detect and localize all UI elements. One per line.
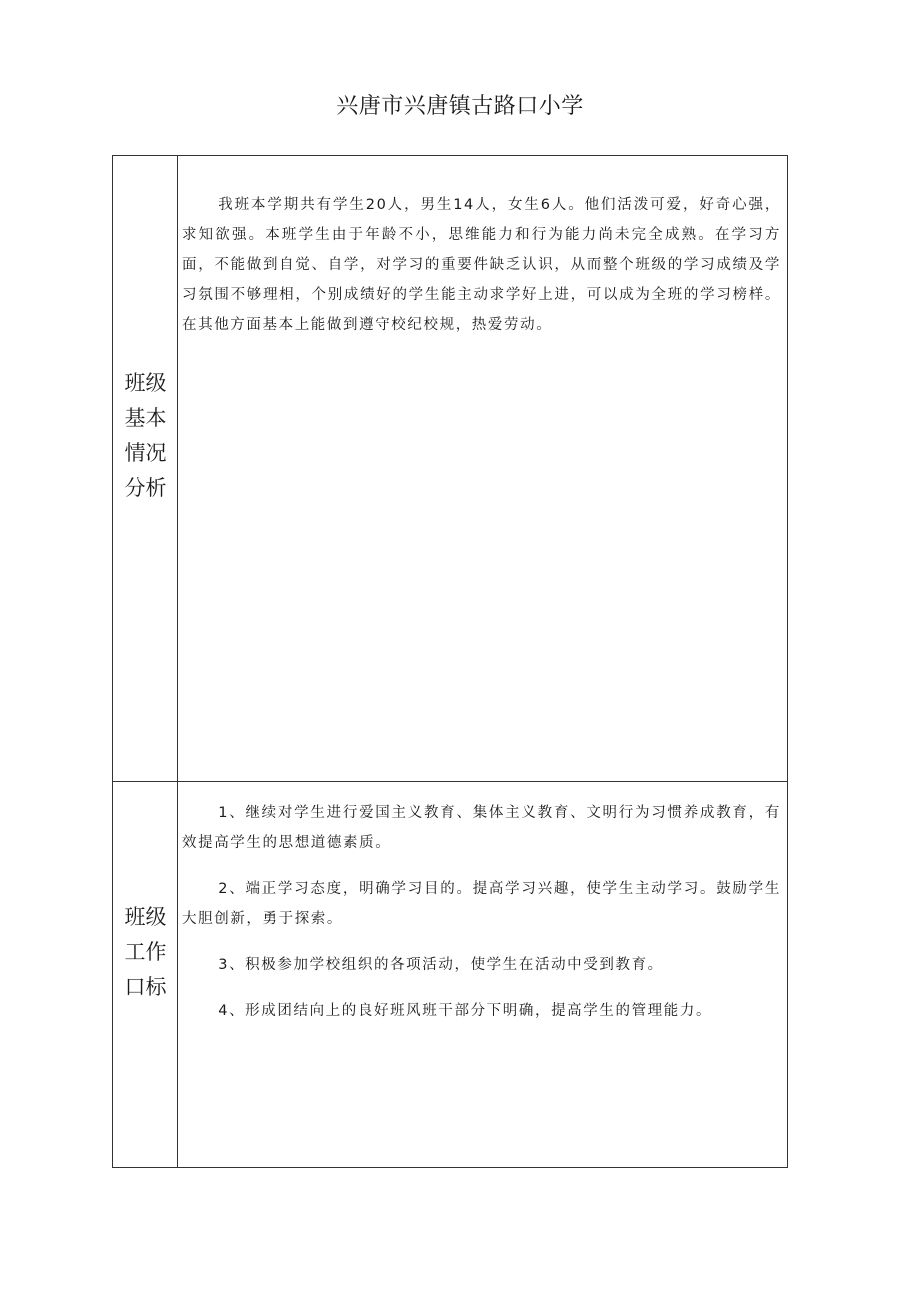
class-analysis-label-cell bbox=[113, 156, 178, 781]
label-line: 班级 bbox=[124, 905, 167, 929]
goal-item: 2、端正学习态度，明确学习目的。提高学习兴趣，使学生主动学习。鼓励学生大胆创新，勇于探索。 bbox=[182, 881, 781, 927]
label-line: 班级 bbox=[124, 371, 167, 395]
goal-item: 1、继续对学生进行爱国主义教育、集体主义教育、文明行为习惯养成教育，有效提高学生的思想道德素质。 bbox=[182, 805, 781, 851]
label-line: 情况 bbox=[124, 441, 167, 465]
class-analysis-row bbox=[113, 156, 787, 782]
document-title: 兴唐市兴唐镇古路口小学 bbox=[336, 94, 584, 119]
class-goals-label-cell bbox=[113, 782, 178, 1167]
class-goals-content bbox=[178, 782, 787, 1167]
class-analysis-content bbox=[178, 156, 787, 781]
goal-item: 3、积极参加学校组织的各项活动，使学生在活动中受到教育。 bbox=[218, 957, 664, 973]
class-analysis-label bbox=[113, 366, 178, 506]
label-line: 口标 bbox=[124, 975, 167, 999]
class-plan-table bbox=[112, 155, 788, 1168]
class-goals-row bbox=[113, 782, 787, 1167]
label-line: 基本 bbox=[124, 406, 167, 430]
class-analysis-paragraph: 我班本学期共有学生20人，男生14人，女生6人。他们活泼可爱，好奇心强，求知欲强。本班学生由于年龄不小，思维能力和行为能力尚未完全成熟。在学习方面，不能做到自觉、自学，对学习的重要件缺乏认识，从而整个班级的学习成绩及学习氛围不够理相，个别成绩好的学生能主动求学好上进，可以成为全班的学习榜样。在其他方面基本上能做到遵守校纪校规，热爱劳动。 bbox=[182, 197, 781, 333]
goal-item: 4、形成团结向上的良好班风班干部分下明确，提高学生的管理能力。 bbox=[218, 1003, 713, 1019]
label-line: 工作 bbox=[124, 940, 167, 964]
class-goals-label bbox=[113, 900, 178, 1005]
label-line: 分析 bbox=[124, 476, 167, 500]
